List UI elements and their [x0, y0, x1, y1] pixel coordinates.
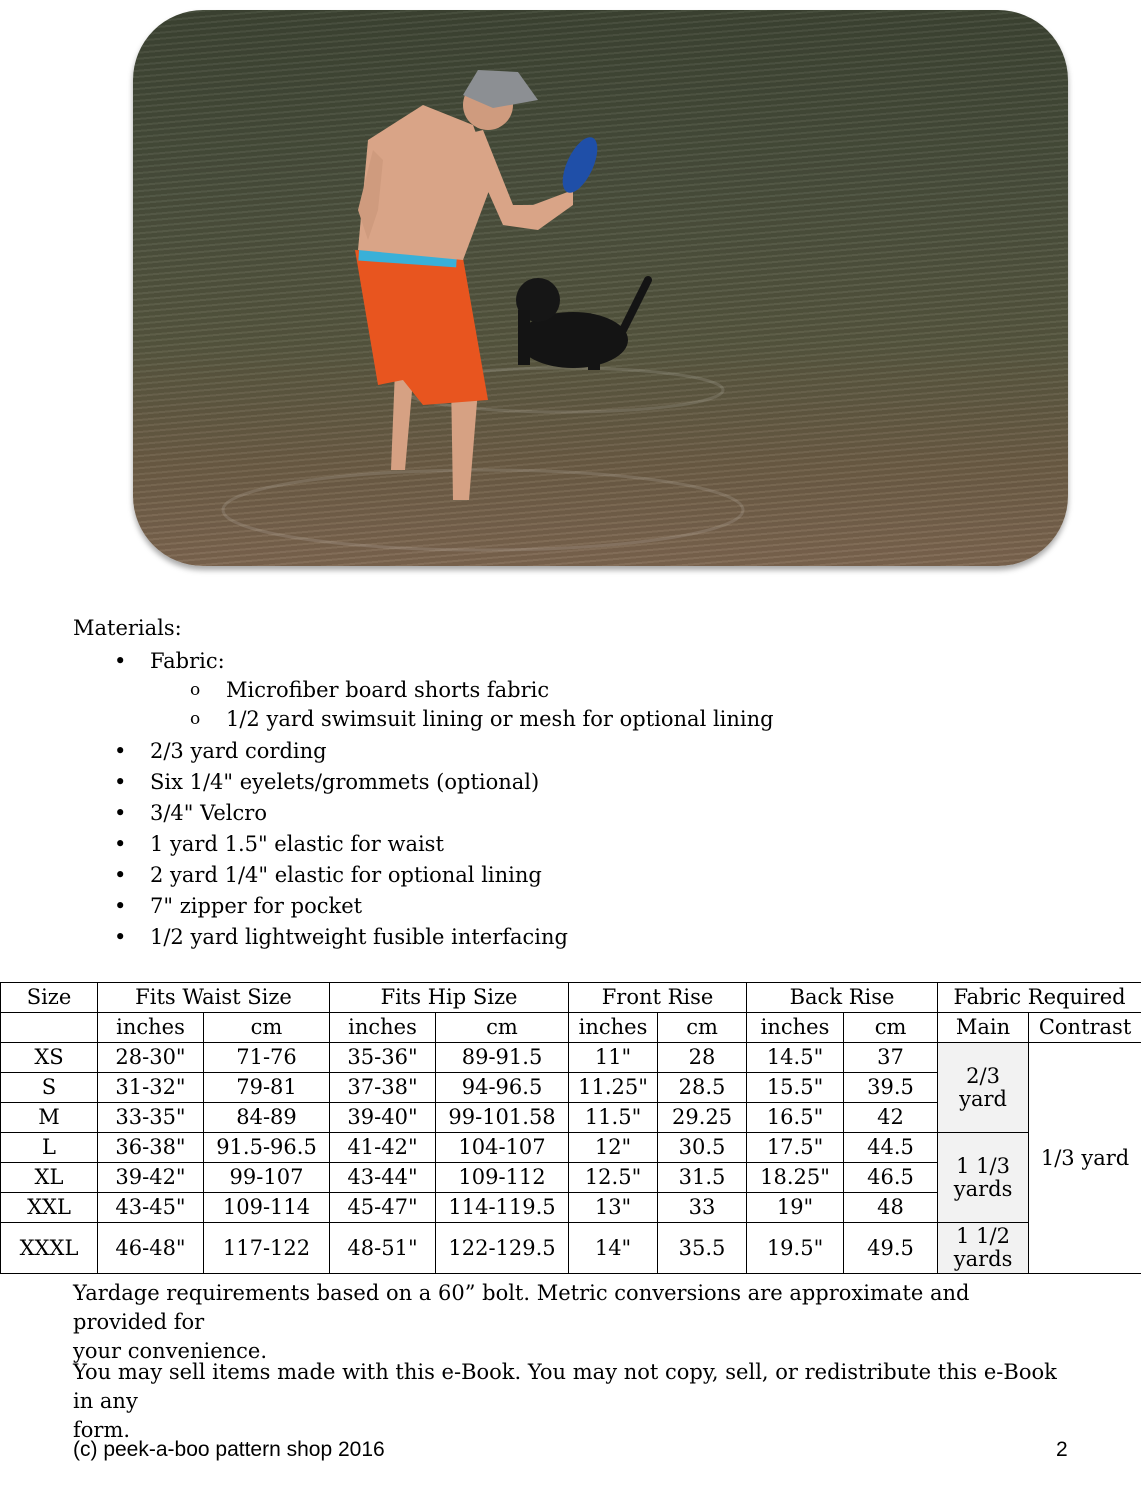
- cell-waist-cm: 91.5-96.5: [204, 1133, 330, 1163]
- cell-back-in: 19.5": [747, 1223, 844, 1274]
- fabric-sub-item: Microfiber board shorts fabric: [226, 678, 550, 702]
- bullet-icon: •: [114, 739, 127, 763]
- header-fabric-required: Fabric Required: [938, 983, 1141, 1013]
- subheader-cm: cm: [658, 1013, 747, 1043]
- cell-waist-cm: 71-76: [204, 1043, 330, 1073]
- list-item: [114, 863, 542, 887]
- cell-waist-in: 43-45": [98, 1193, 204, 1223]
- yardage-note-line: Yardage requirements based on a 60” bolt. Metric conversions are approximate and provided for: [73, 1281, 970, 1334]
- subheader-contrast: Contrast: [1029, 1013, 1141, 1043]
- cell-hip-cm: 109-112: [436, 1163, 569, 1193]
- cell-waist-in: 31-32": [98, 1073, 204, 1103]
- cell-hip-cm: 99-101.58: [436, 1103, 569, 1133]
- cell-waist-in: 28-30": [98, 1043, 204, 1073]
- header-hip: Fits Hip Size: [330, 983, 569, 1013]
- cell-fabric-main: [938, 1223, 1029, 1274]
- subheader-inches: inches: [569, 1013, 658, 1043]
- fabric-main-line1: 1 1/2: [956, 1224, 1010, 1248]
- cell-waist-cm: 99-107: [204, 1163, 330, 1193]
- bullet-icon: •: [114, 925, 127, 949]
- license-note: [73, 1358, 1063, 1445]
- fabric-main-line1: 2/3: [966, 1063, 1000, 1088]
- table-row: [1, 1043, 1141, 1073]
- cell-hip-in: 37-38": [330, 1073, 436, 1103]
- subheader-empty: [1, 1013, 98, 1043]
- table-row: [1, 1223, 1141, 1274]
- cell-waist-in: 36-38": [98, 1133, 204, 1163]
- cell-front-in: 11.5": [569, 1103, 658, 1133]
- list-item: [114, 925, 568, 949]
- bullet-icon: •: [114, 894, 127, 918]
- cell-hip-cm: 114-119.5: [436, 1193, 569, 1223]
- cell-back-cm: 44.5: [844, 1133, 938, 1163]
- cell-front-cm: 30.5: [658, 1133, 747, 1163]
- cell-hip-cm: 104-107: [436, 1133, 569, 1163]
- cell-waist-cm: 84-89: [204, 1103, 330, 1133]
- cell-front-in: 11": [569, 1043, 658, 1073]
- material-item: 7" zipper for pocket: [150, 894, 363, 918]
- cell-front-cm: 33: [658, 1193, 747, 1223]
- size-chart-table: [0, 982, 1141, 1274]
- table-subheader-row: [1, 1013, 1141, 1043]
- subheader-inches: inches: [330, 1013, 436, 1043]
- header-back-rise: Back Rise: [747, 983, 938, 1013]
- subheader-cm: cm: [844, 1013, 938, 1043]
- cell-front-in: 14": [569, 1223, 658, 1274]
- bullet-icon: •: [114, 863, 127, 887]
- cell-hip-in: 41-42": [330, 1133, 436, 1163]
- cell-waist-cm: 117-122: [204, 1223, 330, 1274]
- list-item: [190, 678, 550, 702]
- cell-back-cm: 42: [844, 1103, 938, 1133]
- cell-back-in: 14.5": [747, 1043, 844, 1073]
- fabric-main-line2: yards: [953, 1247, 1013, 1271]
- cover-photo: [133, 10, 1068, 566]
- material-item: 3/4" Velcro: [150, 801, 267, 825]
- cell-waist-in: 39-42": [98, 1163, 204, 1193]
- cell-back-cm: 39.5: [844, 1073, 938, 1103]
- cell-hip-in: 35-36": [330, 1043, 436, 1073]
- bullet-icon: •: [114, 801, 127, 825]
- cell-front-in: 12.5": [569, 1163, 658, 1193]
- cell-back-cm: 46.5: [844, 1163, 938, 1193]
- list-item: [114, 801, 267, 825]
- cell-size: L: [1, 1133, 98, 1163]
- bullet-icon: •: [114, 649, 127, 673]
- subheader-inches: inches: [747, 1013, 844, 1043]
- circle-bullet-icon: o: [190, 709, 201, 729]
- cell-size: XS: [1, 1043, 98, 1073]
- cell-size: S: [1, 1073, 98, 1103]
- list-item: [114, 649, 225, 673]
- cell-back-cm: 49.5: [844, 1223, 938, 1274]
- material-item: 1/2 yard lightweight fusible interfacing: [150, 925, 568, 949]
- fabric-sub-item: 1/2 yard swimsuit lining or mesh for optional lining: [226, 707, 774, 731]
- subheader-inches: inches: [98, 1013, 204, 1043]
- material-item: 1 yard 1.5" elastic for waist: [150, 832, 444, 856]
- cell-hip-cm: 122-129.5: [436, 1223, 569, 1274]
- bullet-icon: •: [114, 770, 127, 794]
- cell-front-cm: 28: [658, 1043, 747, 1073]
- fabric-main-line1: 1 1/3: [956, 1153, 1010, 1178]
- subheader-main: Main: [938, 1013, 1029, 1043]
- cell-size: XXL: [1, 1193, 98, 1223]
- list-item: [190, 707, 774, 731]
- cell-waist-cm: 79-81: [204, 1073, 330, 1103]
- material-item: 2/3 yard cording: [150, 739, 327, 763]
- footer-copyright: (c) peek-a-boo pattern shop 2016: [73, 1438, 385, 1461]
- cell-size: XL: [1, 1163, 98, 1193]
- cell-front-in: 11.25": [569, 1073, 658, 1103]
- cell-front-cm: 35.5: [658, 1223, 747, 1274]
- cell-back-cm: 48: [844, 1193, 938, 1223]
- subheader-cm: cm: [436, 1013, 569, 1043]
- header-size: Size: [1, 983, 98, 1013]
- cell-fabric-main: [938, 1043, 1029, 1133]
- cell-hip-in: 48-51": [330, 1223, 436, 1274]
- cell-front-in: 12": [569, 1133, 658, 1163]
- cell-hip-in: 45-47": [330, 1193, 436, 1223]
- list-item: [114, 739, 327, 763]
- header-front-rise: Front Rise: [569, 983, 747, 1013]
- materials-heading: Materials:: [73, 616, 182, 640]
- cell-front-in: 13": [569, 1193, 658, 1223]
- circle-bullet-icon: o: [190, 680, 201, 700]
- material-item: 2 yard 1/4" elastic for optional lining: [150, 863, 542, 887]
- cell-hip-cm: 89-91.5: [436, 1043, 569, 1073]
- cell-waist-in: 46-48": [98, 1223, 204, 1274]
- cell-back-in: 15.5": [747, 1073, 844, 1103]
- license-note-line: form.: [73, 1418, 131, 1442]
- cell-front-cm: 28.5: [658, 1073, 747, 1103]
- page-number: 2: [1056, 1438, 1068, 1461]
- fabric-main-line2: yards: [953, 1176, 1013, 1201]
- cell-hip-in: 39-40": [330, 1103, 436, 1133]
- table-row: [1, 1133, 1141, 1163]
- cell-waist-cm: 109-114: [204, 1193, 330, 1223]
- cell-back-in: 18.25": [747, 1163, 844, 1193]
- cell-size: M: [1, 1103, 98, 1133]
- cell-front-cm: 29.25: [658, 1103, 747, 1133]
- table-header-row: [1, 983, 1141, 1013]
- subheader-cm: cm: [204, 1013, 330, 1043]
- fabric-label: Fabric:: [150, 649, 225, 673]
- list-item: [114, 770, 540, 794]
- material-item: Six 1/4" eyelets/grommets (optional): [150, 770, 540, 794]
- list-item: [114, 832, 444, 856]
- man-and-dog-in-lake-illustration: [133, 10, 1068, 566]
- cell-fabric-contrast: 1/3 yard: [1029, 1043, 1141, 1274]
- fabric-main-line2: yard: [959, 1086, 1007, 1111]
- cell-size: XXXL: [1, 1223, 98, 1274]
- bullet-icon: •: [114, 832, 127, 856]
- cell-hip-cm: 94-96.5: [436, 1073, 569, 1103]
- cell-waist-in: 33-35": [98, 1103, 204, 1133]
- list-item: [114, 894, 363, 918]
- license-note-line: You may sell items made with this e-Book. You may not copy, sell, or redistribute this e-Book in any: [73, 1360, 1057, 1413]
- dog-figure: [516, 278, 648, 370]
- cell-back-in: 19": [747, 1193, 844, 1223]
- cell-back-cm: 37: [844, 1043, 938, 1073]
- cell-hip-in: 43-44": [330, 1163, 436, 1193]
- yardage-note: [73, 1279, 1063, 1366]
- cell-back-in: 16.5": [747, 1103, 844, 1133]
- header-waist: Fits Waist Size: [98, 983, 330, 1013]
- cell-back-in: 17.5": [747, 1133, 844, 1163]
- cell-front-cm: 31.5: [658, 1163, 747, 1193]
- cell-fabric-main: [938, 1133, 1029, 1223]
- yardage-note-line: your convenience.: [73, 1339, 268, 1363]
